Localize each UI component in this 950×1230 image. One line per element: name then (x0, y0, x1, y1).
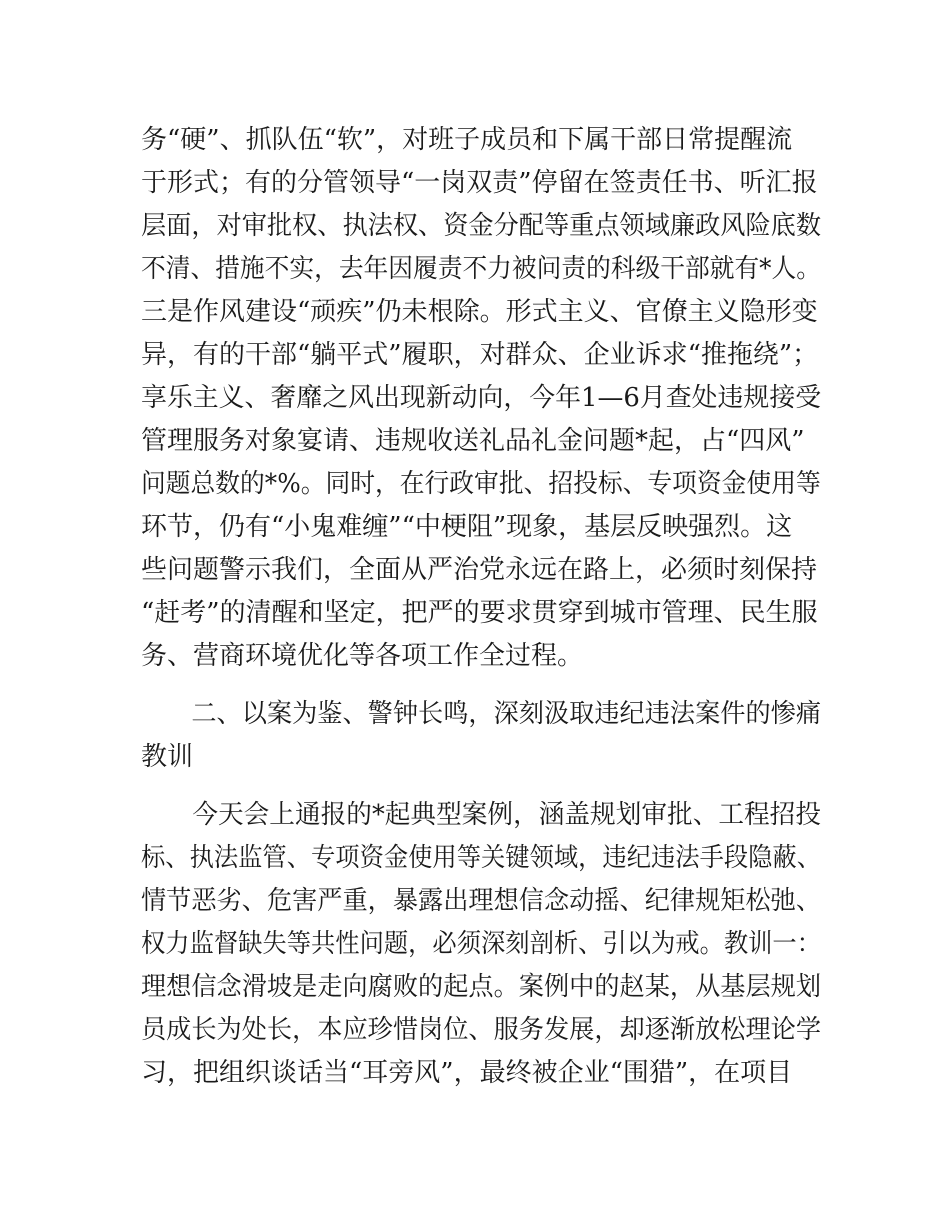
paragraph-line: 习，把组织谈话当“耳旁风”，最终被企业“围猎”，在项目 (141, 1058, 793, 1088)
paragraph-line: 管理服务对象宴请、违规收送礼品礼金问题*起，占“四风” (141, 426, 805, 456)
paragraph-line: 不清、措施不实，去年因履责不力被问责的科级干部就有*人。 (141, 254, 822, 284)
paragraph-line: “赶考”的清醒和坚定，把严的要求贯穿到城市管理、民生服 (141, 598, 818, 628)
paragraph-line: 情节恶劣、危害严重，暴露出理想信念动摇、纪律规矩松弛、 (141, 886, 822, 916)
paragraph-line: 权力监督缺失等共性问题，必须深刻剖析、引以为戒。教训一： (141, 929, 822, 959)
paragraph-line: 今天会上通报的*起典型案例，涵盖规划审批、工程招投 (141, 800, 822, 830)
paragraph-line: 享乐主义、奢靡之风出现新动向，今年1—6月查处违规接受 (141, 383, 822, 413)
section-heading-line: 二、以案为鉴、警钟长鸣，深刻汲取违纪违法案件的惨痛 (141, 699, 822, 729)
paragraph-line: 环节，仍有“小鬼难缠”“中梗阻”现象，基层反映强烈。这 (141, 512, 793, 542)
paragraph-line: 务“硬”、抓队伍“软”，对班子成员和下属干部日常提醒流 (141, 125, 793, 155)
paragraph-line: 于形式；有的分管领导“一岗双责”停留在签责任书、听汇报 (141, 168, 818, 198)
paragraph-line: 问题总数的*%。同时，在行政审批、招投标、专项资金使用等 (141, 469, 821, 499)
section-heading-line: 教训 (141, 742, 194, 772)
paragraph-line: 标、执法监管、专项资金使用等关键领域，违纪违法手段隐蔽、 (141, 843, 822, 873)
paragraph-line: 理想信念滑坡是走向腐败的起点。案例中的赵某，从基层规划 (141, 972, 822, 1002)
paragraph-line: 员成长为处长，本应珍惜岗位、服务发展，却逐渐放松理论学 (141, 1015, 822, 1045)
paragraph-line: 层面，对审批权、执法权、资金分配等重点领域廉政风险底数 (141, 211, 822, 241)
paragraph-line: 三是作风建设“顽疾”仍未根除。形式主义、官僚主义隐形变 (141, 297, 818, 327)
paragraph-line: 异，有的干部“躺平式”履职，对群众、企业诉求“推拖绕”； (141, 340, 819, 370)
paragraph-line: 些问题警示我们，全面从严治党永远在路上，必须时刻保持 (141, 555, 818, 585)
paragraph-line: 务、营商环境优化等各项工作全过程。 (141, 641, 584, 671)
